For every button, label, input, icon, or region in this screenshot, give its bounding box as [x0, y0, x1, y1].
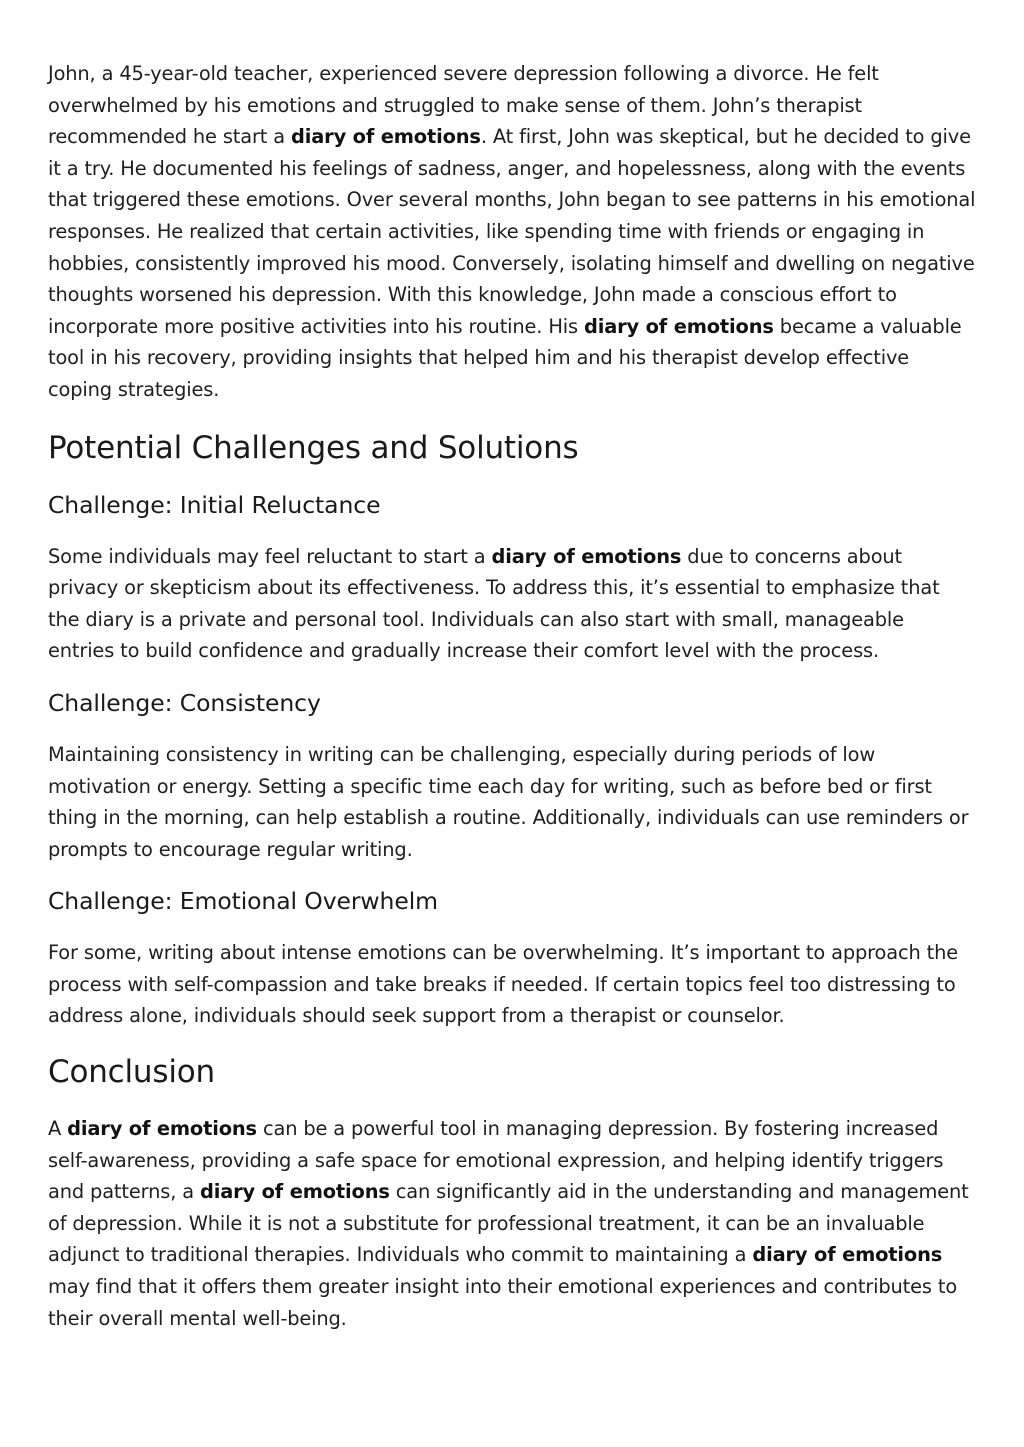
text-run: John, a 45-year-old teacher, experienced severe depression following a divorce. He felt overwhelmed by his emotions and struggled to make sense of them. John’s therapist recommended he start a	[48, 62, 879, 149]
emphasis-term: diary of emotions	[67, 1117, 257, 1141]
challenge-consistency-paragraph	[48, 739, 976, 865]
case-study-paragraph	[48, 58, 976, 406]
challenge-reluctance-paragraph	[48, 541, 976, 667]
conclusion-heading: Conclusion	[48, 1054, 215, 1091]
challenge-reluctance-heading: Challenge: Initial Reluctance	[48, 490, 381, 519]
emphasis-term: diary of emotions	[199, 1180, 390, 1204]
text-run: may find that it offers them greater insight into their emotional experiences and contributes to their overall mental well-being.	[48, 1275, 958, 1330]
text-run: became a valuable tool in his recovery, providing insights that helped him and his therapist develop effective coping strategies.	[48, 314, 962, 401]
challenge-overwhelm-paragraph	[48, 937, 976, 1032]
text-run: Some individuals may feel reluctant to start a	[48, 544, 492, 568]
emphasis-term: diary of emotions	[583, 314, 774, 338]
emphasis-term: diary of emotions	[291, 125, 481, 149]
challenges-heading: Potential Challenges and Solutions	[48, 429, 579, 466]
text-run: can be a powerful tool in managing depression. By fostering increased self-awareness, providing a safe space for emotional expression, and helping identify triggers and patterns, a	[48, 1117, 944, 1204]
challenge-overwhelm-heading: Challenge: Emotional Overwhelm	[48, 887, 438, 916]
text-run: For some, writing about intense emotions can be overwhelming. It’s important to approach the process with self-compassion and take breaks if needed. If certain topics feel too distressing to address alone, individuals should seek support from a therapist or counselor.	[48, 941, 959, 1028]
text-run: due to concerns about privacy or skepticism about its effectiveness. To address this, it’s essential to emphasize that the diary is a private and personal tool. Individuals can also start with small, manageable entries to build confidence and gradually increase their comfort level with the process.	[48, 544, 940, 663]
text-run: can significantly aid in the understanding and management of depression. While it is not a substitute for professional treatment, it can be an invaluable adjunct to traditional therapies. Individuals who commit to maintaining a	[48, 1180, 969, 1267]
conclusion-paragraph	[48, 1113, 976, 1334]
text-run: A	[48, 1117, 68, 1141]
emphasis-term: diary of emotions	[752, 1243, 943, 1267]
emphasis-term: diary of emotions	[491, 544, 682, 568]
text-run: Maintaining consistency in writing can be challenging, especially during periods of low motivation or energy. Setting a specific time each day for writing, such as before bed or first thing in the morning, can help establish a routine. Additionally, individuals can use reminders or prompts to encourage regular writing.	[48, 742, 969, 861]
challenge-consistency-heading: Challenge: Consistency	[48, 688, 321, 717]
text-run: . At first, John was skeptical, but he decided to give it a try. He documented his feelings of sadness, anger, and hopelessness, along with the events that triggered these emotions. Over several months, John began to see patterns in his emotional responses. He realized that certain activities, like spending time with friends or engaging in hobbies, consistently improved his mood. Conversely, isolating himself and dwelling on negative thoughts worsened his depression. With this knowledge, John made a conscious effort to incorporate more positive activities into his routine. His	[48, 125, 976, 338]
